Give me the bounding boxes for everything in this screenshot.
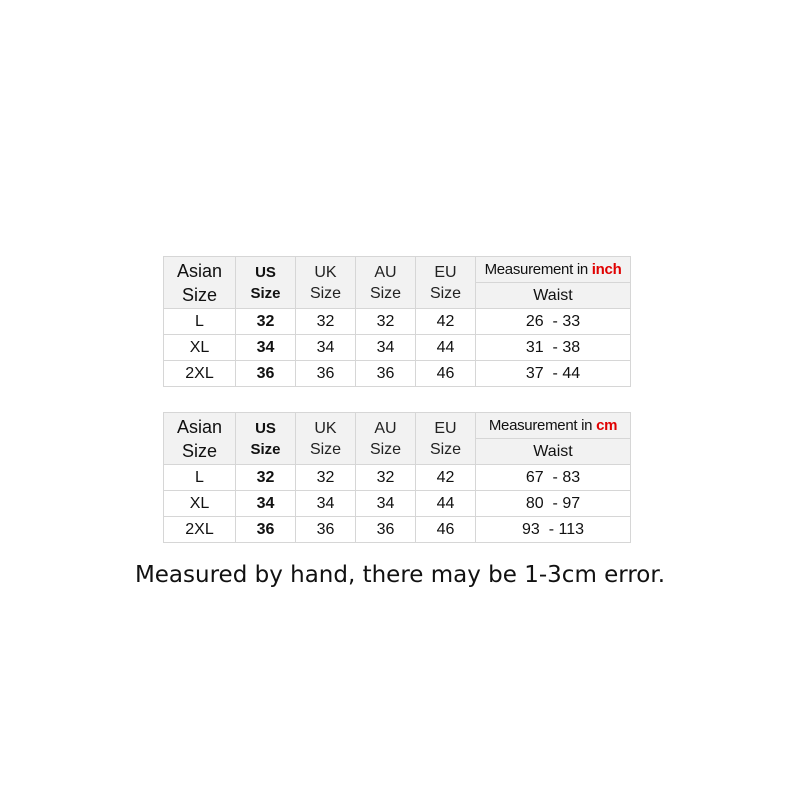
unit-label: inch: [591, 261, 622, 278]
cell-asian: 2XL: [164, 361, 236, 387]
size-table-cm: [163, 412, 631, 543]
cell-uk: 34: [296, 335, 356, 361]
table-row: [164, 335, 631, 361]
cell-waist: 26 - 33: [476, 309, 631, 335]
header-uk-size: UK Size: [296, 413, 356, 465]
cell-us: 32: [236, 309, 296, 335]
header-au-size: AU Size: [356, 257, 416, 309]
cell-au: 34: [356, 335, 416, 361]
header-asian-size: Asian Size: [164, 413, 236, 465]
cell-waist: 31 - 38: [476, 335, 631, 361]
header-measurement: Measurement in inch: [476, 257, 631, 283]
size-table-inch: [163, 256, 631, 387]
cell-us: 34: [236, 335, 296, 361]
cell-au: 36: [356, 517, 416, 543]
cell-waist: 67 - 83: [476, 465, 631, 491]
cell-eu: 42: [416, 465, 476, 491]
table-row: [164, 309, 631, 335]
measurement-note: Measured by hand, there may be 1-3cm error.: [134, 562, 666, 588]
cell-eu: 46: [416, 517, 476, 543]
cell-uk: 36: [296, 361, 356, 387]
cell-asian: XL: [164, 335, 236, 361]
cell-asian: 2XL: [164, 517, 236, 543]
table-row: [164, 361, 631, 387]
table-row: [164, 465, 631, 491]
cell-au: 32: [356, 309, 416, 335]
header-measurement: Measurement in cm: [476, 413, 631, 439]
header-waist: Waist: [476, 439, 631, 465]
cell-uk: 32: [296, 309, 356, 335]
cell-waist: 93 - 113: [476, 517, 631, 543]
header-us-size: US Size: [236, 413, 296, 465]
table-row: [164, 491, 631, 517]
cell-au: 36: [356, 361, 416, 387]
cell-uk: 36: [296, 517, 356, 543]
header-waist: Waist: [476, 283, 631, 309]
cell-uk: 34: [296, 491, 356, 517]
cell-waist: 37 - 44: [476, 361, 631, 387]
header-asian-size: Asian Size: [164, 257, 236, 309]
cell-us: 34: [236, 491, 296, 517]
unit-label: cm: [596, 417, 618, 434]
header-us-size: US Size: [236, 257, 296, 309]
cell-eu: 44: [416, 335, 476, 361]
cell-asian: L: [164, 309, 236, 335]
cell-uk: 32: [296, 465, 356, 491]
cell-waist: 80 - 97: [476, 491, 631, 517]
table-row: [164, 517, 631, 543]
cell-us: 32: [236, 465, 296, 491]
header-eu-size: EU Size: [416, 257, 476, 309]
cell-eu: 46: [416, 361, 476, 387]
cell-eu: 42: [416, 309, 476, 335]
cell-asian: L: [164, 465, 236, 491]
cell-asian: XL: [164, 491, 236, 517]
header-eu-size: EU Size: [416, 413, 476, 465]
cell-us: 36: [236, 361, 296, 387]
header-uk-size: UK Size: [296, 257, 356, 309]
header-au-size: AU Size: [356, 413, 416, 465]
cell-au: 34: [356, 491, 416, 517]
cell-au: 32: [356, 465, 416, 491]
cell-eu: 44: [416, 491, 476, 517]
cell-us: 36: [236, 517, 296, 543]
